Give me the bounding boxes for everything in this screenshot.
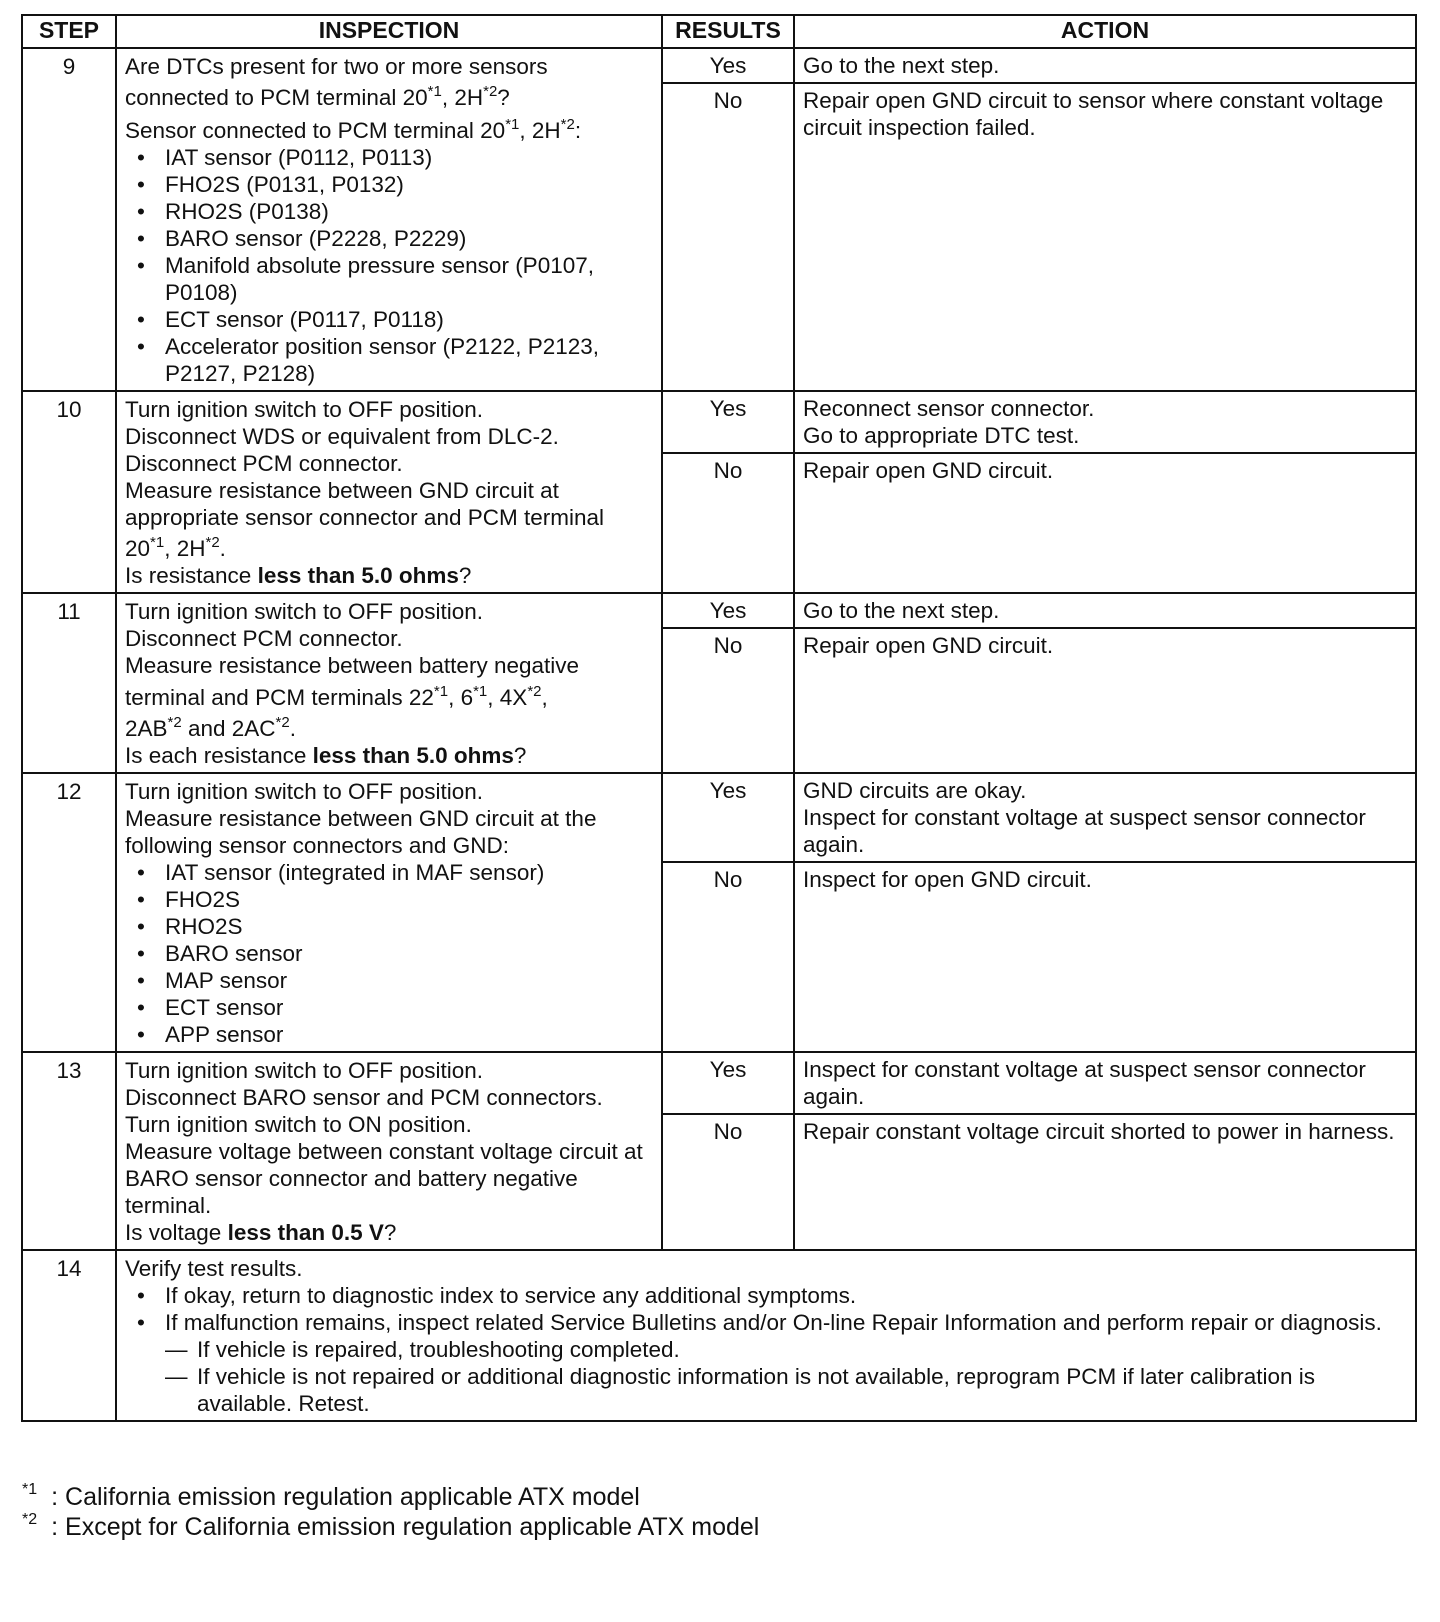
step-number: 13	[22, 1052, 116, 1250]
step-11-yes-row	[22, 593, 1416, 628]
footnote-1: $^{*1}$ : California emission regulation applicable ATX model	[22, 1481, 640, 1511]
footnote-mark: *1	[22, 1481, 38, 1498]
step-number: 12	[22, 773, 116, 1052]
action-text: Go to the next step.	[794, 48, 1416, 83]
inspection-text: Turn ignition switch to OFF position.	[125, 1058, 484, 1083]
result-yes: Yes	[662, 48, 794, 83]
footnote-mark: *2	[483, 83, 498, 100]
step-14-row	[22, 1250, 1416, 1421]
result-list	[125, 1282, 1407, 1417]
footnote-2: $^{*2}$ : Except for California emission regulation applicable ATX model	[22, 1511, 760, 1541]
action-text: Repair open GND circuit to sensor where constant voltage circuit inspection failed.	[794, 83, 1416, 391]
footnotes	[22, 1482, 759, 1542]
inspection-text: Disconnect BARO sensor and PCM connectors.	[125, 1085, 603, 1110]
list-item: • RHO2S	[125, 913, 653, 940]
result-no: No	[662, 862, 794, 1052]
list-item: • If okay, return to diagnostic index to service any additional symptoms.	[125, 1282, 1407, 1309]
list-item: • FHO2S (P0131, P0132)	[125, 171, 653, 198]
step-12-inspection	[116, 773, 662, 1052]
list-item: • RHO2S (P0138)	[125, 198, 653, 225]
sensor-list	[125, 859, 653, 1048]
inspection-text: Turn ignition switch to ON position.	[125, 1112, 472, 1137]
result-yes: Yes	[662, 1052, 794, 1114]
inspection-text: Measure resistance between battery negative	[125, 653, 580, 678]
list-item: • If malfunction remains, inspect related Service Bulletins and/or On-line Repair Information and perform repair or diagnosis. — If vehicle is repaired, troubleshooting completed. — If vehicle is not repaired or additional diagnostic information is not available, reprogram PCM if later calibration is available. Retest.	[125, 1309, 1407, 1417]
inspection-text: terminal and PCM terminals 22$^{*1}$, 6$^{*1}$, $4X^{*2}$,	[125, 683, 548, 710]
list-item: • Accelerator position sensor (P2122, P2123, P2127, P2128)	[125, 333, 653, 387]
inspection-text: Measure resistance between GND circuit at appropriate sensor connector and PCM terminal	[125, 478, 604, 530]
footnote-mark: *1	[473, 683, 488, 700]
inspection-text: Verify test results.	[125, 1256, 303, 1281]
action-text: GND circuits are okay. Inspect for constant voltage at suspect sensor connector again.	[794, 773, 1416, 862]
inspection-text: Disconnect PCM connector.	[125, 451, 403, 476]
inspection-question: Is resistance less than 5.0 ohms?	[125, 563, 472, 588]
result-no: No	[662, 628, 794, 773]
result-no: No	[662, 83, 794, 391]
list-item: — If vehicle is repaired, troubleshooting completed.	[125, 1336, 1407, 1363]
inspection-text: Measure resistance between GND circuit at the following sensor connectors and GND:	[125, 806, 597, 858]
list-item: • IAT sensor (P0112, P0113)	[125, 144, 653, 171]
result-no: No	[662, 453, 794, 593]
footnote-mark: *2	[167, 714, 182, 731]
footnote-mark: *2	[527, 683, 542, 700]
header-row	[22, 15, 1416, 48]
step-10-inspection	[116, 391, 662, 593]
result-yes: Yes	[662, 773, 794, 862]
header-results: RESULTS	[662, 15, 794, 48]
step-number: 10	[22, 391, 116, 593]
action-text: Reconnect sensor connector. Go to appropriate DTC test.	[794, 391, 1416, 453]
list-item: • APP sensor	[125, 1021, 653, 1048]
inspection-text: Turn ignition switch to OFF position.	[125, 599, 484, 624]
step-number: 14	[22, 1250, 116, 1421]
step-10-yes-row	[22, 391, 1416, 453]
header-step: STEP	[22, 15, 116, 48]
action-text: Go to the next step.	[794, 593, 1416, 628]
footnote-mark: *2	[205, 534, 220, 551]
step-9-inspection	[116, 48, 662, 391]
inspection-text: 20$^{*1}$, $2H^{*2}$.	[125, 534, 226, 561]
footnote-mark: *1	[505, 116, 520, 133]
footnote-mark: *2	[275, 714, 290, 731]
step-11-inspection	[116, 593, 662, 773]
sub-list	[125, 1336, 1407, 1417]
step-13-yes-row	[22, 1052, 1416, 1114]
footnote-mark: *2	[22, 1511, 38, 1528]
header-action: ACTION	[794, 15, 1416, 48]
diagnostic-table	[21, 14, 1417, 1422]
result-no: No	[662, 1114, 794, 1250]
list-item: • ECT sensor (P0117, P0118)	[125, 306, 653, 333]
inspection-text: Turn ignition switch to OFF position.	[125, 397, 484, 422]
result-yes: Yes	[662, 593, 794, 628]
inspection-text: Disconnect PCM connector.	[125, 626, 403, 651]
sensor-list	[125, 144, 653, 387]
footnote-mark: *1	[427, 83, 442, 100]
inspection-text: Sensor connected to PCM terminal 20$^{*1}$, $2H^{*2}$:	[125, 116, 582, 143]
step-number: 9	[22, 48, 116, 391]
list-item: — If vehicle is not repaired or additional diagnostic information is not available, reprogram PCM if later calibration is available. Retest.	[125, 1363, 1407, 1417]
inspection-text: Measure voltage between constant voltage circuit at BARO sensor connector and battery negative terminal.	[125, 1139, 643, 1218]
step-9-yes-row	[22, 48, 1416, 83]
footnote-mark: *1	[433, 683, 449, 700]
list-item: • BARO sensor (P2228, P2229)	[125, 225, 653, 252]
inspection-text: connected to PCM terminal 20$^{*1}$, $2H^{*2}$?	[125, 83, 510, 110]
inspection-text: Are DTCs present for two or more sensors	[125, 54, 548, 79]
step-12-yes-row	[22, 773, 1416, 862]
step-14-inspection	[116, 1250, 1416, 1421]
action-text: Inspect for open GND circuit.	[794, 862, 1416, 1052]
list-item: • IAT sensor (integrated in MAF sensor)	[125, 859, 653, 886]
action-text: Inspect for constant voltage at suspect sensor connector again.	[794, 1052, 1416, 1114]
action-text: Repair open GND circuit.	[794, 628, 1416, 773]
footnote-mark: *2	[560, 116, 575, 133]
list-item: • BARO sensor	[125, 940, 653, 967]
step-number: 11	[22, 593, 116, 773]
action-text: Repair constant voltage circuit shorted to power in harness.	[794, 1114, 1416, 1250]
inspection-text: Turn ignition switch to OFF position.	[125, 779, 484, 804]
inspection-text: Disconnect WDS or equivalent from DLC-2.	[125, 424, 559, 449]
list-item: • FHO2S	[125, 886, 653, 913]
inspection-text: 2AB$^{*2}$ and 2AC$^{*2}$.	[125, 714, 296, 741]
inspection-question: Is each resistance less than 5.0 ohms?	[125, 743, 527, 768]
list-item: • MAP sensor	[125, 967, 653, 994]
list-item: • Manifold absolute pressure sensor (P0107, P0108)	[125, 252, 653, 306]
list-item: • ECT sensor	[125, 994, 653, 1021]
header-inspection: INSPECTION	[116, 15, 662, 48]
action-text: Repair open GND circuit.	[794, 453, 1416, 593]
footnote-mark: *1	[150, 534, 165, 551]
step-13-inspection	[116, 1052, 662, 1250]
result-yes: Yes	[662, 391, 794, 453]
inspection-question: Is voltage less than 0.5 V?	[125, 1220, 397, 1245]
